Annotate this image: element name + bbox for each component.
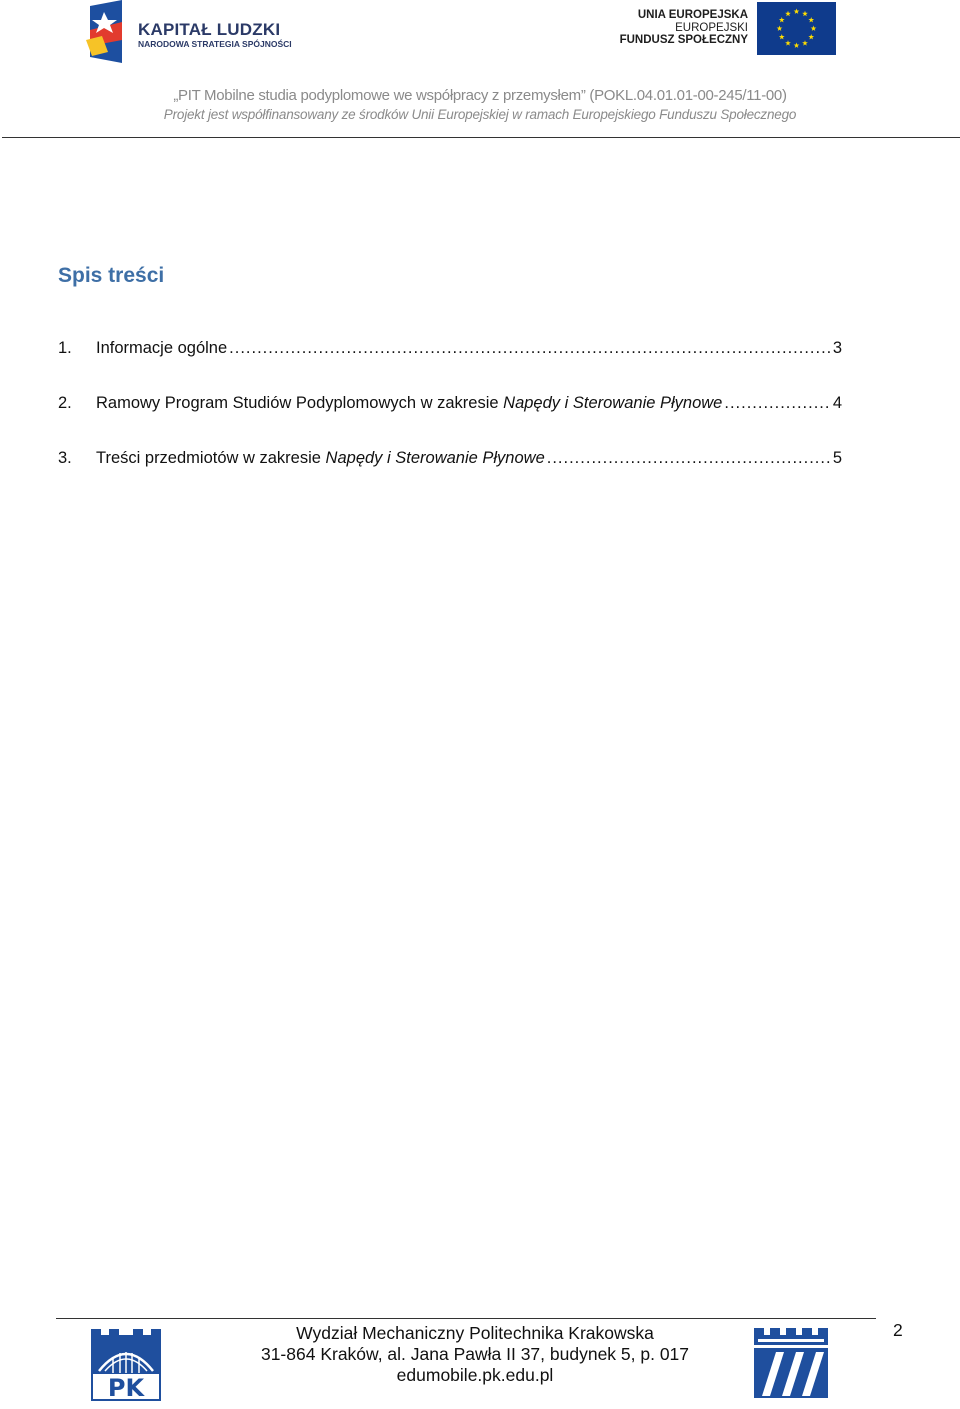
project-title-line: „PIT Mobilne studia podyplomowe we współpracy z przemysłem” (POKL.04.01.01-00-245/11-00)	[173, 87, 787, 104]
toc-entry-text: Informacje ogólne	[96, 339, 228, 357]
footer-street: 31-864 Kraków, al. Jana Pawła II 37, budynek 5, p. 017	[260, 1344, 690, 1364]
pk-logo-text: PK	[107, 1374, 145, 1402]
page-number: 2	[893, 1320, 903, 1340]
toc-entry-text: Ramowy Program Studiów Podyplomowych w zakresie Napędy i Sterowanie Płynowe	[96, 394, 723, 412]
eu-logo-text	[620, 9, 748, 47]
eu-line-1: UNIA EUROPEJSKA	[637, 9, 748, 21]
kapital-ludzki-title: KAPITAŁ LUDZKI	[138, 20, 281, 39]
eu-line-2: EUROPEJSKI	[675, 21, 748, 34]
header-divider	[2, 137, 960, 138]
mechanical-faculty-logo	[752, 1326, 830, 1400]
toc-heading: Spis treści	[58, 264, 165, 287]
toc-entry-number: 3.	[58, 449, 72, 467]
toc-entry-page: 5	[832, 449, 842, 467]
footer-website[interactable]: edumobile.pk.edu.pl	[396, 1365, 554, 1385]
toc-entry-number: 1.	[58, 339, 72, 357]
politechnika-krakowska-logo	[89, 1327, 163, 1403]
eu-line-3: FUNDUSZ SPOŁECZNY	[619, 34, 748, 46]
toc-leader-dots	[724, 394, 830, 413]
toc-entry-page: 3	[832, 339, 842, 357]
toc-entry-number: 2.	[58, 394, 72, 412]
toc-leader-dots	[547, 449, 831, 468]
toc-leader-dots	[229, 339, 831, 358]
eu-flag-icon	[757, 2, 836, 55]
toc-entry-page: 4	[832, 394, 842, 412]
funding-info-line: Projekt jest współfinansowany ze środków Unii Europejskiej w ramach Europejskiego Funduszu Społecznego	[163, 107, 797, 122]
footer-divider	[56, 1318, 876, 1319]
footer-faculty: Wydział Mechaniczny Politechnika Krakowska	[296, 1323, 654, 1343]
toc-entry-1[interactable]	[58, 339, 842, 363]
footer-address	[195, 1323, 755, 1386]
toc-entry-2[interactable]	[58, 394, 842, 418]
toc-entry-3[interactable]	[58, 449, 842, 473]
kapital-ludzki-subtitle: NARODOWA STRATEGIA SPÓJNOŚCI	[138, 39, 292, 49]
toc-entry-text: Treści przedmiotów w zakresie Napędy i Sterowanie Płynowe	[96, 449, 545, 467]
